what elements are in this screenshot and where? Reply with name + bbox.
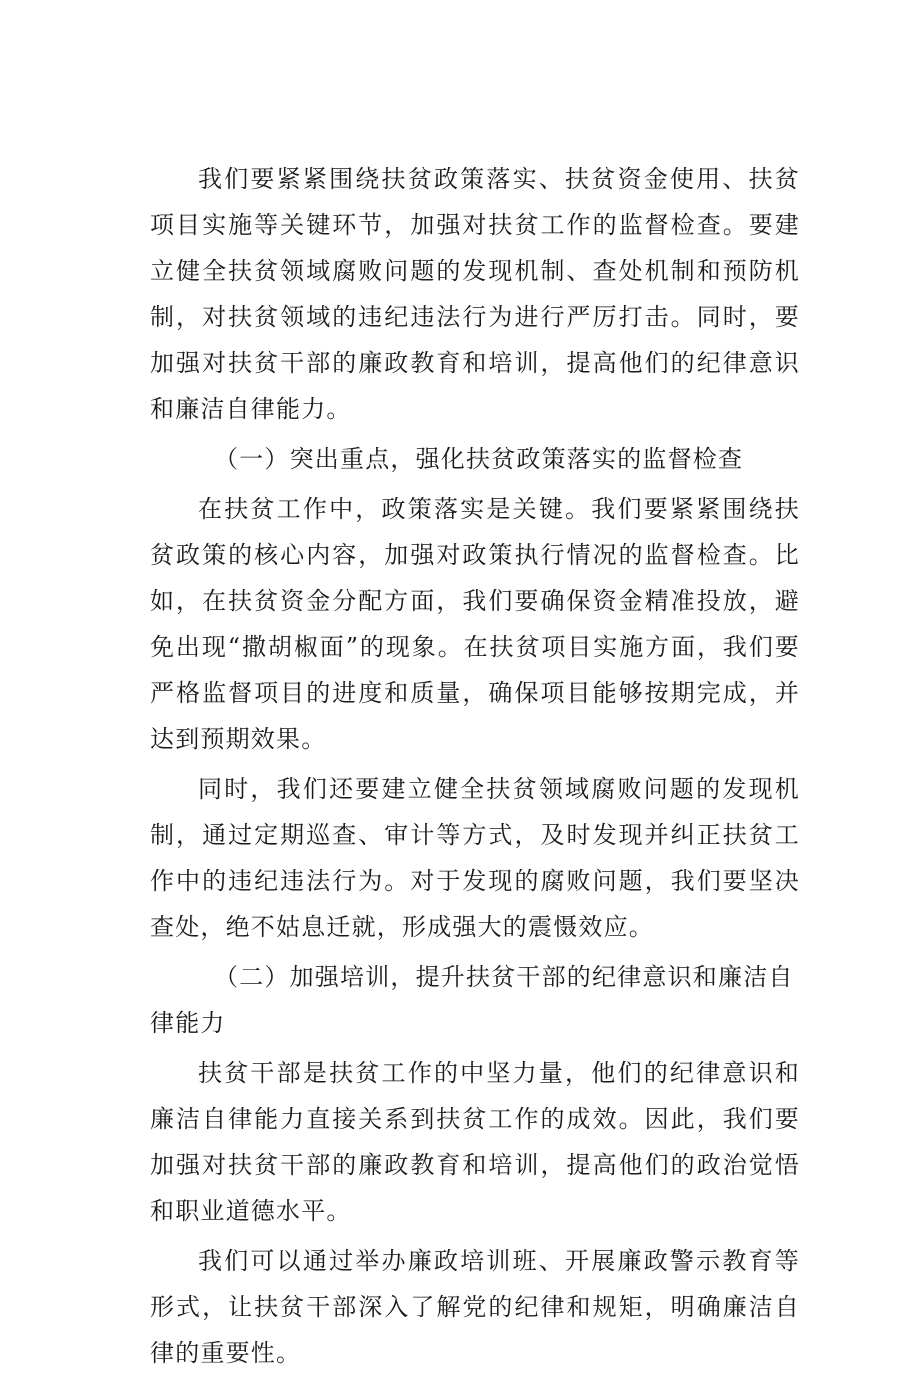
- section-heading: （二）加强培训，提升扶贫干部的纪律意识和廉洁自律能力: [150, 963, 794, 1037]
- body-paragraph: 我们可以通过举办廉政培训班、开展廉政警示教育等形式，让扶贫干部深入了解党的纪律和规矩，明确廉洁自律的重要性。: [150, 1247, 800, 1367]
- body-paragraph: 同时，我们还要建立健全扶贫领域腐败问题的发现机制，通过定期巡查、审计等方式，及时发现并纠正扶贫工作中的违纪违法行为。对于发现的腐败问题，我们要坚决查处，绝不姑息迁就，形成强大的震慑效应。: [150, 775, 800, 941]
- body-paragraph: 我们要紧紧围绕扶贫政策落实、扶贫资金使用、扶贫项目实施等关键环节，加强对扶贫工作的监督检查。要建立健全扶贫领域腐败问题的发现机制、查处机制和预防机制，对扶贫领域的违纪违法行为进行严厉打击。同时，要加强对扶贫干部的廉政教育和培训，提高他们的纪律意识和廉洁自律能力。: [150, 165, 800, 423]
- section-heading: （一）突出重点，强化扶贫政策落实的监督检查: [214, 445, 744, 473]
- body-paragraph: 在扶贫工作中，政策落实是关键。我们要紧紧围绕扶贫政策的核心内容，加强对政策执行情况的监督检查。比如，在扶贫资金分配方面，我们要确保资金精准投放，避免出现“撒胡椒面”的现象。在扶贫项目实施方面，我们要严格监督项目的进度和质量，确保项目能够按期完成，并达到预期效果。: [150, 495, 800, 753]
- document-page: [150, 156, 800, 1380]
- body-paragraph: 扶贫干部是扶贫工作的中坚力量，他们的纪律意识和廉洁自律能力直接关系到扶贫工作的成效。因此，我们要加强对扶贫干部的廉政教育和培训，提高他们的政治觉悟和职业道德水平。: [150, 1059, 800, 1225]
